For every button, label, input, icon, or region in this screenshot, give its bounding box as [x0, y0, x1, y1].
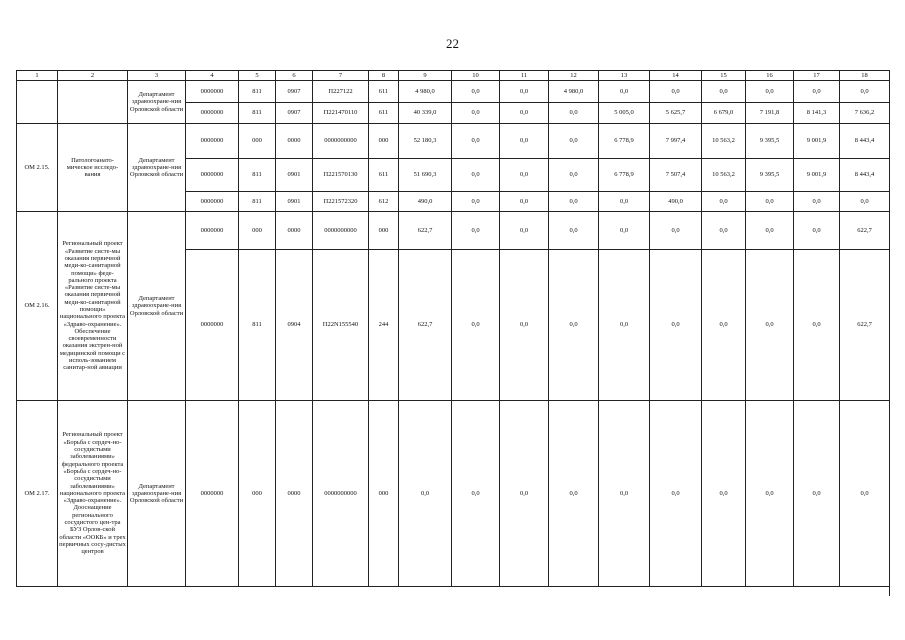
header-cell: 7 — [313, 71, 369, 81]
grbs-code: 0000000 — [186, 81, 239, 103]
grbs-code: 0000000 — [186, 124, 239, 159]
cell: 7 191,8 — [746, 103, 794, 124]
cell: 8 443,4 — [840, 159, 890, 192]
cell: 490,0 — [399, 192, 452, 212]
cell: 0,0 — [500, 401, 549, 587]
cell: 0,0 — [794, 81, 840, 103]
cell: 622,7 — [399, 250, 452, 401]
cell: 612 — [369, 192, 399, 212]
cell: 0,0 — [500, 159, 549, 192]
cell: 0,0 — [452, 103, 500, 124]
executor-cell: Департамент здравоохране-ния Орловской области — [128, 212, 186, 401]
cell: 0,0 — [599, 250, 650, 401]
measure-code-cell: ОМ 2.15. — [17, 124, 58, 212]
cell: 5 005,0 — [599, 103, 650, 124]
cell: 622,7 — [840, 250, 890, 401]
header-cell: 17 — [794, 71, 840, 81]
cell: 0904 — [276, 250, 313, 401]
cell: 611 — [369, 81, 399, 103]
cell: 0,0 — [746, 192, 794, 212]
cell: П227122 — [313, 81, 369, 103]
cell: 000 — [239, 212, 276, 250]
cell: 0,0 — [599, 212, 650, 250]
header-cell: 12 — [549, 71, 599, 81]
cell: 0,0 — [452, 124, 500, 159]
budget-table — [16, 70, 890, 587]
cell: 0,0 — [399, 401, 452, 587]
cell: 0,0 — [549, 103, 599, 124]
cell: 0,0 — [746, 250, 794, 401]
measure-code-cell — [17, 81, 58, 124]
cell: 0,0 — [840, 192, 890, 212]
header-cell: 8 — [369, 71, 399, 81]
header-cell: 9 — [399, 71, 452, 81]
cell: 0,0 — [794, 401, 840, 587]
cell: 811 — [239, 103, 276, 124]
cell: 0,0 — [500, 81, 549, 103]
cell: 811 — [239, 192, 276, 212]
cell: 0901 — [276, 192, 313, 212]
cell: 0,0 — [452, 192, 500, 212]
cell: 0,0 — [702, 192, 746, 212]
grbs-code: 0000000 — [186, 159, 239, 192]
cell: 0,0 — [549, 124, 599, 159]
grbs-code: 0000000 — [186, 401, 239, 587]
cell: 0,0 — [549, 401, 599, 587]
header-cell: 2 — [58, 71, 128, 81]
cell: 0907 — [276, 103, 313, 124]
cell: 0,0 — [794, 192, 840, 212]
header-cell: 18 — [840, 71, 890, 81]
cell: 9 001,9 — [794, 124, 840, 159]
cell: 40 339,0 — [399, 103, 452, 124]
page-frame-line — [889, 70, 890, 596]
cell: 8 141,3 — [794, 103, 840, 124]
cell: П221572320 — [313, 192, 369, 212]
cell: 490,0 — [650, 192, 702, 212]
cell: 0,0 — [702, 81, 746, 103]
cell: 0,0 — [500, 192, 549, 212]
header-cell: 13 — [599, 71, 650, 81]
cell: 4 980,0 — [549, 81, 599, 103]
table-row — [17, 124, 890, 159]
cell: 000 — [239, 401, 276, 587]
cell: 0,0 — [599, 401, 650, 587]
executor-cell: Департамент здравоохране-ния Орловской области — [128, 124, 186, 212]
cell: 0,0 — [500, 250, 549, 401]
cell: 10 563,2 — [702, 124, 746, 159]
cell: 5 625,7 — [650, 103, 702, 124]
cell: 0,0 — [452, 81, 500, 103]
grbs-code: 0000000 — [186, 103, 239, 124]
cell: 0,0 — [650, 81, 702, 103]
header-cell: 1 — [17, 71, 58, 81]
header-cell: 4 — [186, 71, 239, 81]
cell: 0,0 — [702, 250, 746, 401]
cell: 9 395,5 — [746, 159, 794, 192]
cell: 0907 — [276, 81, 313, 103]
cell: 7 507,4 — [650, 159, 702, 192]
cell: 0,0 — [794, 250, 840, 401]
header-row — [17, 71, 890, 81]
cell: 0,0 — [452, 159, 500, 192]
header-cell: 5 — [239, 71, 276, 81]
cell: 811 — [239, 159, 276, 192]
cell: 622,7 — [840, 212, 890, 250]
cell: 000 — [369, 212, 399, 250]
header-cell: 15 — [702, 71, 746, 81]
cell: 0,0 — [452, 212, 500, 250]
cell: 0,0 — [702, 401, 746, 587]
cell: 51 690,3 — [399, 159, 452, 192]
cell: 0,0 — [746, 81, 794, 103]
measure-name-cell: Патологоанато-мическое исследо-вания — [58, 124, 128, 212]
cell: 0000000000 — [313, 212, 369, 250]
cell: 0,0 — [452, 401, 500, 587]
cell: 9 001,9 — [794, 159, 840, 192]
header-cell: 6 — [276, 71, 313, 81]
cell: 0,0 — [650, 212, 702, 250]
cell: 4 980,0 — [399, 81, 452, 103]
cell: 0,0 — [500, 212, 549, 250]
cell: 0000000000 — [313, 401, 369, 587]
header-cell: 16 — [746, 71, 794, 81]
cell: 000 — [239, 124, 276, 159]
measure-name-cell — [58, 81, 128, 124]
page-number: 22 — [446, 36, 459, 51]
cell: 0,0 — [840, 81, 890, 103]
cell: 611 — [369, 159, 399, 192]
table-row — [17, 212, 890, 250]
cell: 0,0 — [500, 124, 549, 159]
cell: 0,0 — [840, 401, 890, 587]
cell: 000 — [369, 124, 399, 159]
cell: 0000 — [276, 212, 313, 250]
cell: П221570130 — [313, 159, 369, 192]
cell: 0,0 — [599, 81, 650, 103]
cell: 0,0 — [794, 212, 840, 250]
cell: 6 679,0 — [702, 103, 746, 124]
cell: 7 997,4 — [650, 124, 702, 159]
cell: 6 778,9 — [599, 159, 650, 192]
cell: 0,0 — [746, 212, 794, 250]
cell: 52 180,3 — [399, 124, 452, 159]
measure-code-cell: ОМ 2.17. — [17, 401, 58, 587]
table-row — [17, 81, 890, 103]
cell: 0,0 — [452, 250, 500, 401]
grbs-code: 0000000 — [186, 212, 239, 250]
measure-name-cell: Региональный проект «Развитие систе-мы оказания первичной меди-ко-санитарной помощи» феде-рального проекта «Развитие систе-мы оказания первичной меди-ко-санитарной помощи» национального проекта «Здраво-охранение». Обеспечение своевременности оказания экстрен-ной медицинской помощи с исполь-зованием санитар-ной авиации — [58, 212, 128, 401]
cell: 0,0 — [549, 212, 599, 250]
cell: П22N155540 — [313, 250, 369, 401]
cell: 622,7 — [399, 212, 452, 250]
cell: 10 563,2 — [702, 159, 746, 192]
cell: 0,0 — [500, 103, 549, 124]
grbs-code: 0000000 — [186, 192, 239, 212]
executor-cell: Департамент здравоохране-ния Орловской области — [128, 401, 186, 587]
cell: 0000 — [276, 124, 313, 159]
cell: 0,0 — [746, 401, 794, 587]
cell: 244 — [369, 250, 399, 401]
cell: 0,0 — [650, 250, 702, 401]
cell: 811 — [239, 250, 276, 401]
header-cell: 11 — [500, 71, 549, 81]
measure-code-cell: ОМ 2.16. — [17, 212, 58, 401]
cell: П221470110 — [313, 103, 369, 124]
executor-cell: Департамент здравоохране-ния Орловской области — [128, 81, 186, 124]
cell: 0000000000 — [313, 124, 369, 159]
cell: 0,0 — [599, 192, 650, 212]
cell: 811 — [239, 81, 276, 103]
cell: 9 395,5 — [746, 124, 794, 159]
cell: 0,0 — [702, 212, 746, 250]
cell: 0,0 — [549, 159, 599, 192]
cell: 0,0 — [650, 401, 702, 587]
header-cell: 10 — [452, 71, 500, 81]
cell: 611 — [369, 103, 399, 124]
cell: 000 — [369, 401, 399, 587]
cell: 7 636,2 — [840, 103, 890, 124]
cell: 0,0 — [549, 192, 599, 212]
cell: 8 443,4 — [840, 124, 890, 159]
header-cell: 3 — [128, 71, 186, 81]
measure-name-cell: Региональный проект «Борьба с сердеч-но-сосудистыми заболеваниями» федерального проекта «Борьба с сердеч-но-сосудистыми заболеваниями» национального проекта «Здраво-охранение». Дооснащение регионального сосудистого цен-тра БУЗ Орлов-ской области «ООКБ» и трех первичных сосу-дистых центров — [58, 401, 128, 587]
cell: 0,0 — [549, 250, 599, 401]
cell: 0901 — [276, 159, 313, 192]
cell: 0000 — [276, 401, 313, 587]
table-row — [17, 401, 890, 587]
cell: 6 778,9 — [599, 124, 650, 159]
grbs-code: 0000000 — [186, 250, 239, 401]
header-cell: 14 — [650, 71, 702, 81]
